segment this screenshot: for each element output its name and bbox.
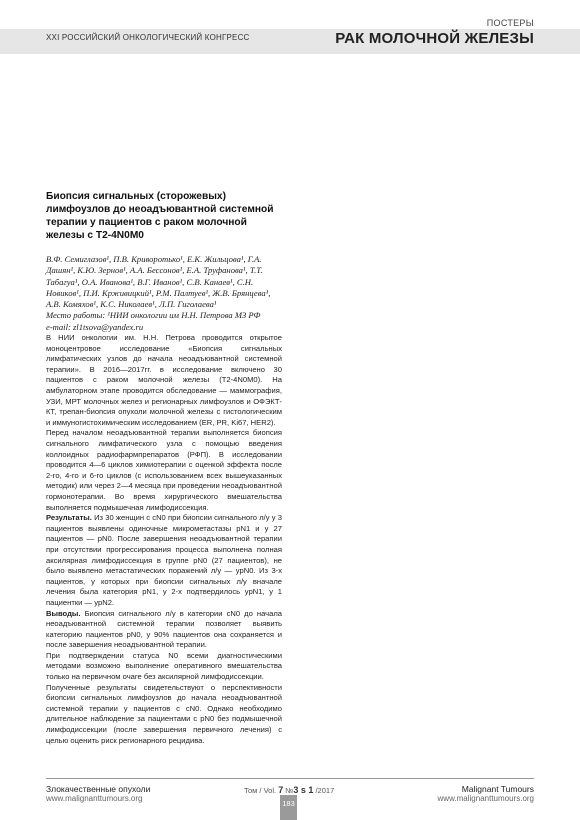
article-title: Биопсия сигнальных (сторожевых) лимфоузлов до неоадъювантной системной терапии у пациентов с раком молочной железы с T2-4N0M0 <box>46 191 274 241</box>
footer-divider <box>46 778 534 779</box>
page-footer <box>0 778 580 820</box>
paragraph-intro <box>46 333 282 428</box>
issue-prefix: № <box>285 786 294 795</box>
issue-number: 3 s 1 <box>293 785 314 795</box>
paragraph-n0-status <box>46 651 282 683</box>
article-email: e-mail: zl1tsova@yandex.ru <box>46 321 144 332</box>
article-authors: В.Ф. Семиглазов¹, П.В. Криворотько¹, Е.К. Жильцова¹, Г.А. Дашян¹, К.Ю. Зернов¹, А.А. Бессонов¹, Е.А. Труфанова¹, Т.Т. Табагуа¹, О.А. Иванова¹, В.Г. Иванов¹, С.В. Канаев¹, С.Н. Новиков¹, П.И. Крживицкий¹, Р.М. Палтуев¹, Ж.В. Брянцева¹, А.В. Комяхов¹, К.С. Николаев¹, Л.П. Гиголаева¹ <box>46 254 271 310</box>
paragraph-lead: Выводы. <box>46 608 81 618</box>
paragraph-text: Биопсия сигнального л/у в категории cN0 до начала неоадъювантной системной терапии позволяет выявить категорию пациентов pN0, у 90% пациентов она сохраняется и после завершения неоадъювантной терапии. <box>46 608 282 650</box>
volume-number: 7 <box>278 785 284 795</box>
paragraph-text: В НИИ онкологии им. Н.Н. Петрова проводится открытое моноцентровое исследование «Биопсия сигнальных лимфатических узлов до начала неоадъювантной системной терапии». В 2016—2017гг. в исследование включено 30 пациентов с раком молочной железы (T2-4N0M0). На амбулаторном этапе проводится обследование — маммография, УЗИ, МРТ молочных желез и регионарных лимфоузлов и ОФЭКТ-КТ, трепан-биопсия опухоли молочной железы с гистологическим и иммуногистохимическим исследованием (ER, PR, Ki67, HER2). <box>46 333 282 427</box>
paragraph-text: Перед началом неоадъювантной терапии выполняется биопсия сигнального лимфатического узла с помощью введения коллоидных радиофармпрепаратов (РФП). В исследовании проводится 4—6 циклов химиотерапии с оценкой эффекта после 2-го, 4-го и 6-го циклов (с использованием всех вышеуказанных методик) или через 2—4 месяца при проведении неоадъювантной гормонотерапии. Во время хирургического вмешательства выполняется подмышечная лимфодиссекция. <box>46 428 282 512</box>
page-header <box>0 18 580 54</box>
journal-url-left[interactable]: www.malignanttumours.org <box>46 794 143 803</box>
paragraph-conclusions <box>46 609 282 651</box>
journal-url-right[interactable]: www.malignanttumours.org <box>437 794 534 803</box>
paragraph-text: При подтверждении статуса N0 всеми диагностическими методами возможно выполнение оперативного вмешательства только на первичном очаге без аксилярной лимфодиссекции. <box>46 650 282 682</box>
journal-title-en: Malignant Tumours <box>461 784 534 794</box>
paragraph-text: Полученные результаты свидетельствуют о перспективности биопсии сигнальных лимфоузлов до начала неоадъювантной системной терапии у пациентов с cN0. Однако необходимо длительное наблюдение за пациентами с pN0 без подмышечной лимфодиссекции (после завершения первичного лечения) с целью оценить риск регионарного рецидива. <box>46 682 282 745</box>
article-workplace: Место работы: ¹НИИ онкологии им Н.Н. Петрова МЗ РФ <box>46 310 261 321</box>
journal-title-ru: Злокачественные опухоли <box>46 784 151 794</box>
paragraph-text: Из 30 женщин с cN0 при биопсии сигнального л/у у 3 пациентов выявлены одиночные микрометастазы pN1 и у 27 пациентов — pN0. После завершения неоадъювантной терапии при отсутствии прогрессирования процесса выполнена полная аксилярная лимфодиссекция в группе pN0 (27 пациентов), не было выявлено метастатических поражений л/у — ypN0. Из 3-х пациентов, у которых при биопсии сигнальных л/у вначале лечения была категория pN1, у 2-х подтвердилось ypN1, у 1 пациентки — ypN2. <box>46 513 282 607</box>
volume-prefix: Том / Vol. <box>244 786 277 795</box>
section-label: ПОСТЕРЫ <box>486 18 534 28</box>
article <box>46 190 282 746</box>
issue-info <box>244 785 334 795</box>
issue-year: /2017 <box>315 786 335 795</box>
paragraph-lead: Результаты. <box>46 513 92 523</box>
paragraph-method <box>46 428 282 513</box>
section-title: РАК МОЛОЧНОЙ ЖЕЛЕЗЫ <box>335 30 534 47</box>
congress-name: XXI РОССИЙСКИЙ ОНКОЛОГИЧЕСКИЙ КОНГРЕСС <box>46 33 250 42</box>
page-number: 183 <box>282 799 295 808</box>
page-number-box <box>280 795 297 820</box>
paragraph-summary <box>46 683 282 747</box>
paragraph-results <box>46 513 282 608</box>
